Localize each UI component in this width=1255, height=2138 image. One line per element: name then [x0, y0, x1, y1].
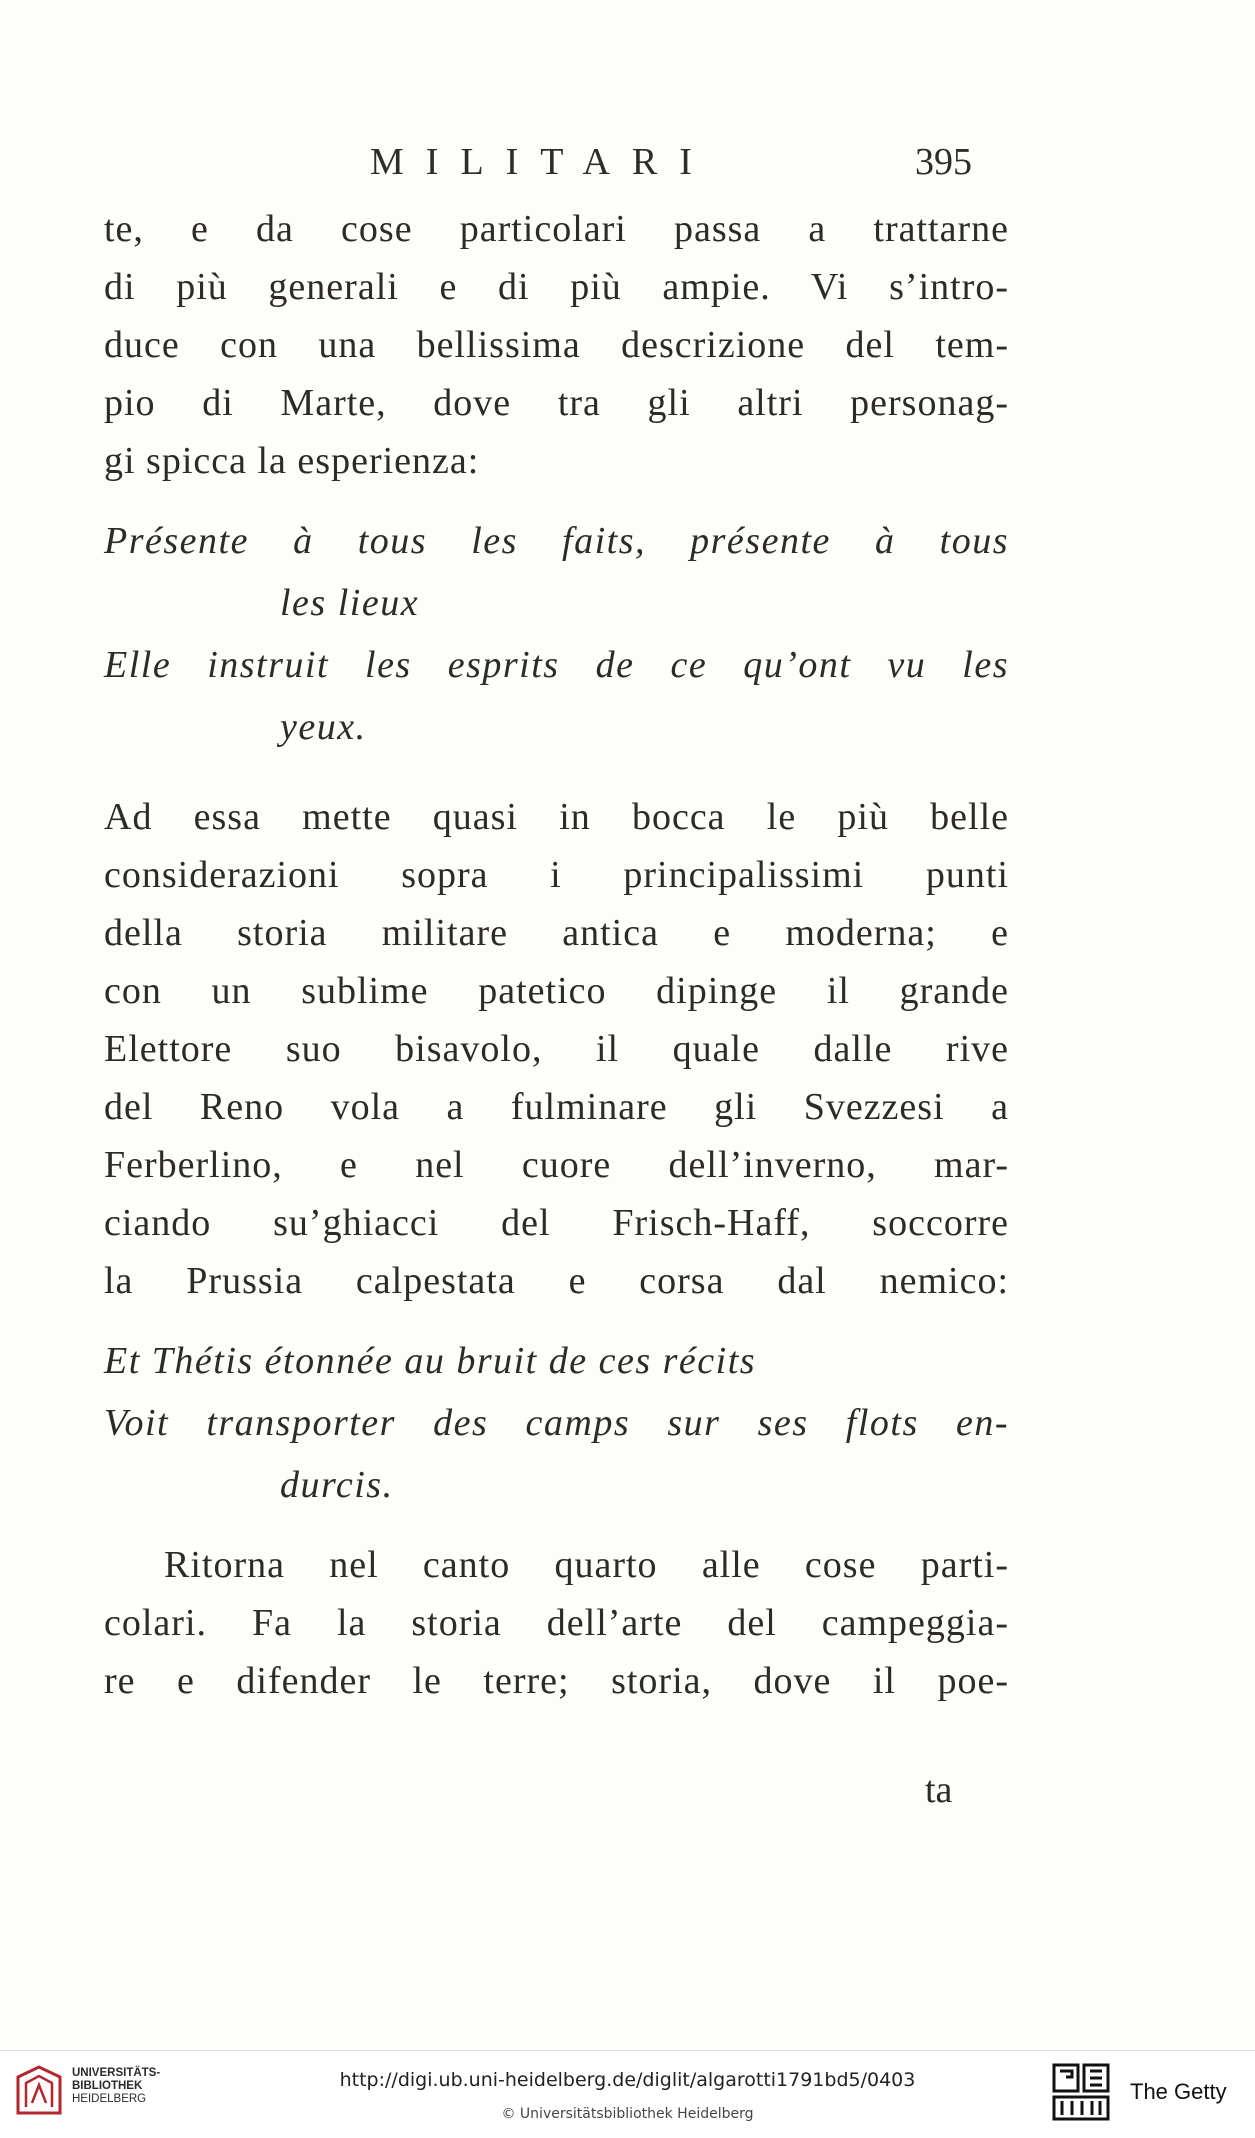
verse-line: Présente à tous les faits, présente à tous: [104, 520, 1009, 562]
text-line: la Prussia calpestata e corsa dal nemico:: [104, 1260, 1009, 1302]
getty-logo-icon: [1052, 2063, 1112, 2123]
text-line: Ad essa mette quasi in bocca le più belle: [104, 796, 1009, 838]
verse-line: les lieux: [280, 582, 420, 624]
library-name-line: BIBLIOTHEK: [72, 2080, 143, 2092]
verse-line: Elle instruit les esprits de ce qu’ont vu les: [104, 644, 1009, 686]
text-line: te, e da cose particolari passa a trattarne: [104, 208, 1009, 250]
text-line: gi spicca la esperienza:: [104, 440, 480, 482]
text-line: Ritorna nel canto quarto alle cose parti-: [164, 1544, 1009, 1586]
getty-name: The Getty: [1130, 2079, 1227, 2104]
page-number: 395: [915, 141, 972, 183]
permalink-url[interactable]: http://digi.ub.uni-heidelberg.de/diglit/algarotti1791bd5/0403: [339, 2069, 916, 2091]
text-line: del Reno vola a fulminare gli Svezzesi a: [104, 1086, 1009, 1128]
footer-bar: [0, 2050, 1255, 2138]
text-line: colari. Fa la storia dell’arte del campeggia-: [104, 1602, 1009, 1644]
text-line: con un sublime patetico dipinge il grande: [104, 970, 1009, 1012]
running-head: MILITARI: [370, 141, 714, 183]
copyright-notice: © Universitätsbibliothek Heidelberg: [501, 2106, 754, 2122]
text-line: considerazioni sopra i principalissimi punti: [104, 854, 1009, 896]
text-line: duce con una bellissima descrizione del tem-: [104, 324, 1009, 366]
verse-line: durcis.: [280, 1464, 394, 1506]
verse-line: Voit transporter des camps sur ses flots en-: [104, 1402, 1009, 1444]
text-line: ciando su’ghiacci del Frisch-Haff, soccorre: [104, 1202, 1009, 1244]
text-line: Ferberlino, e nel cuore dell’inverno, mar-: [104, 1144, 1009, 1186]
catchword: ta: [925, 1769, 953, 1811]
page-header: [0, 140, 1255, 190]
library-name-line: UNIVERSITÄTS-: [72, 2067, 161, 2079]
verse-line: yeux.: [280, 706, 367, 748]
text-line: di più generali e di più ampie. Vi s’intro-: [104, 266, 1009, 308]
text-line: pio di Marte, dove tra gli altri personag-: [104, 382, 1009, 424]
text-line: Elettore suo bisavolo, il quale dalle rive: [104, 1028, 1009, 1070]
text-block: [104, 200, 1009, 1710]
text-line: re e difender le terre; storia, dove il poe-: [104, 1660, 1009, 1702]
verse-line: Et Thétis étonnée au bruit de ces récits: [104, 1340, 757, 1382]
library-name-line: HEIDELBERG: [72, 2093, 147, 2105]
text-line: della storia militare antica e moderna; e: [104, 912, 1009, 954]
